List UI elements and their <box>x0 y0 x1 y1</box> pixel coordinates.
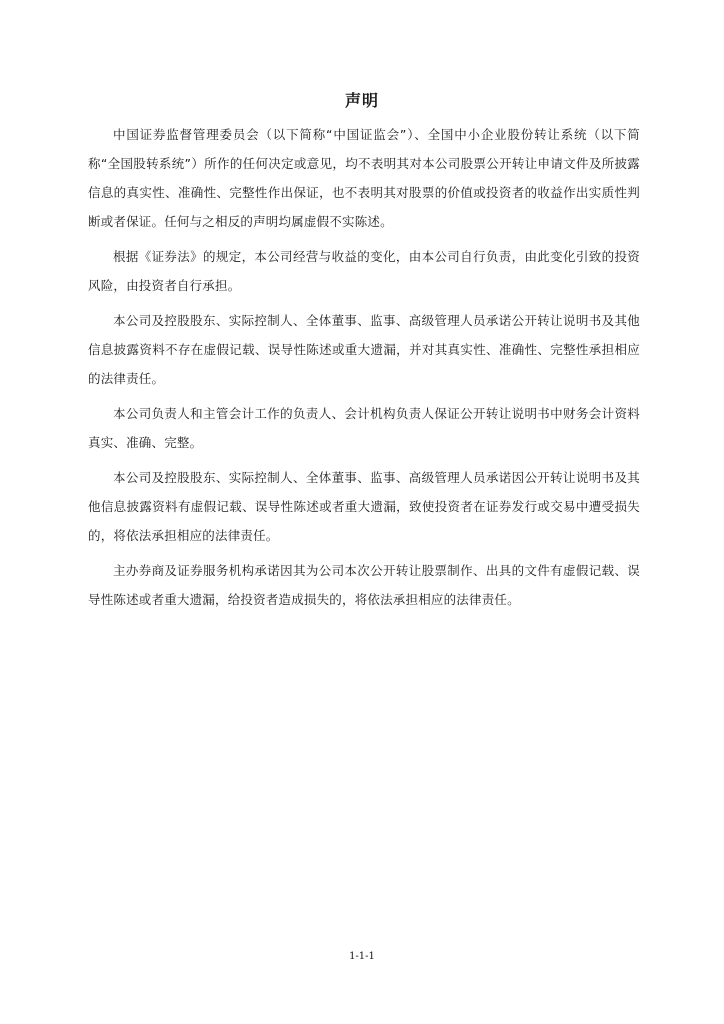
paragraph-regulator-disclaimer: 中国证券监督管理委员会（以下简称“中国证监会”）、全国中小企业股份转让系统（以下简称“全国股转系统”）所作的任何决定或意见，均不表明其对本公司股票公开转让申请文件及所披露信息的真实性、准确性、完整性作出保证，也不表明其对股票的价值或投资者的收益作出实质性判断或者保证。任何与之相反的声明均属虚假不实陈述。 <box>88 127 640 229</box>
paragraph-investment-risk: 根据《证券法》的规定，本公司经营与收益的变化，由本公司自行负责，由此变化引致的投资风险，由投资者自行承担。 <box>88 249 640 293</box>
paragraph-broker-commitment: 主办券商及证券服务机构承诺因其为公司本次公开转让股票制作、出具的文件有虚假记载、误导性陈述或者重大遗漏，给投资者造成损失的，将依法承担相应的法律责任。 <box>88 563 640 607</box>
page-number: 1-1-1 <box>349 951 375 962</box>
statement-body <box>88 120 640 620</box>
page-title: 声明 <box>344 91 379 110</box>
paragraph-disclosure-commitment: 本公司及控股股东、实际控制人、全体董事、监事、高级管理人员承诺公开转让说明书及其他信息披露资料不存在虚假记载、误导性陈述或重大遗漏，并对其真实性、准确性、完整性承担相应的法律责任。 <box>88 313 640 386</box>
paragraph-liability-commitment: 本公司及控股股东、实际控制人、全体董事、监事、高级管理人员承诺因公开转让说明书及其他信息披露资料有虚假记载、误导性陈述或者重大遗漏，致使投资者在证券发行或交易中遭受损失的，将依法承担相应的法律责任。 <box>88 470 640 543</box>
paragraph-financial-guarantee: 本公司负责人和主管会计工作的负责人、会计机构负责人保证公开转让说明书中财务会计资料真实、准确、完整。 <box>88 406 640 450</box>
